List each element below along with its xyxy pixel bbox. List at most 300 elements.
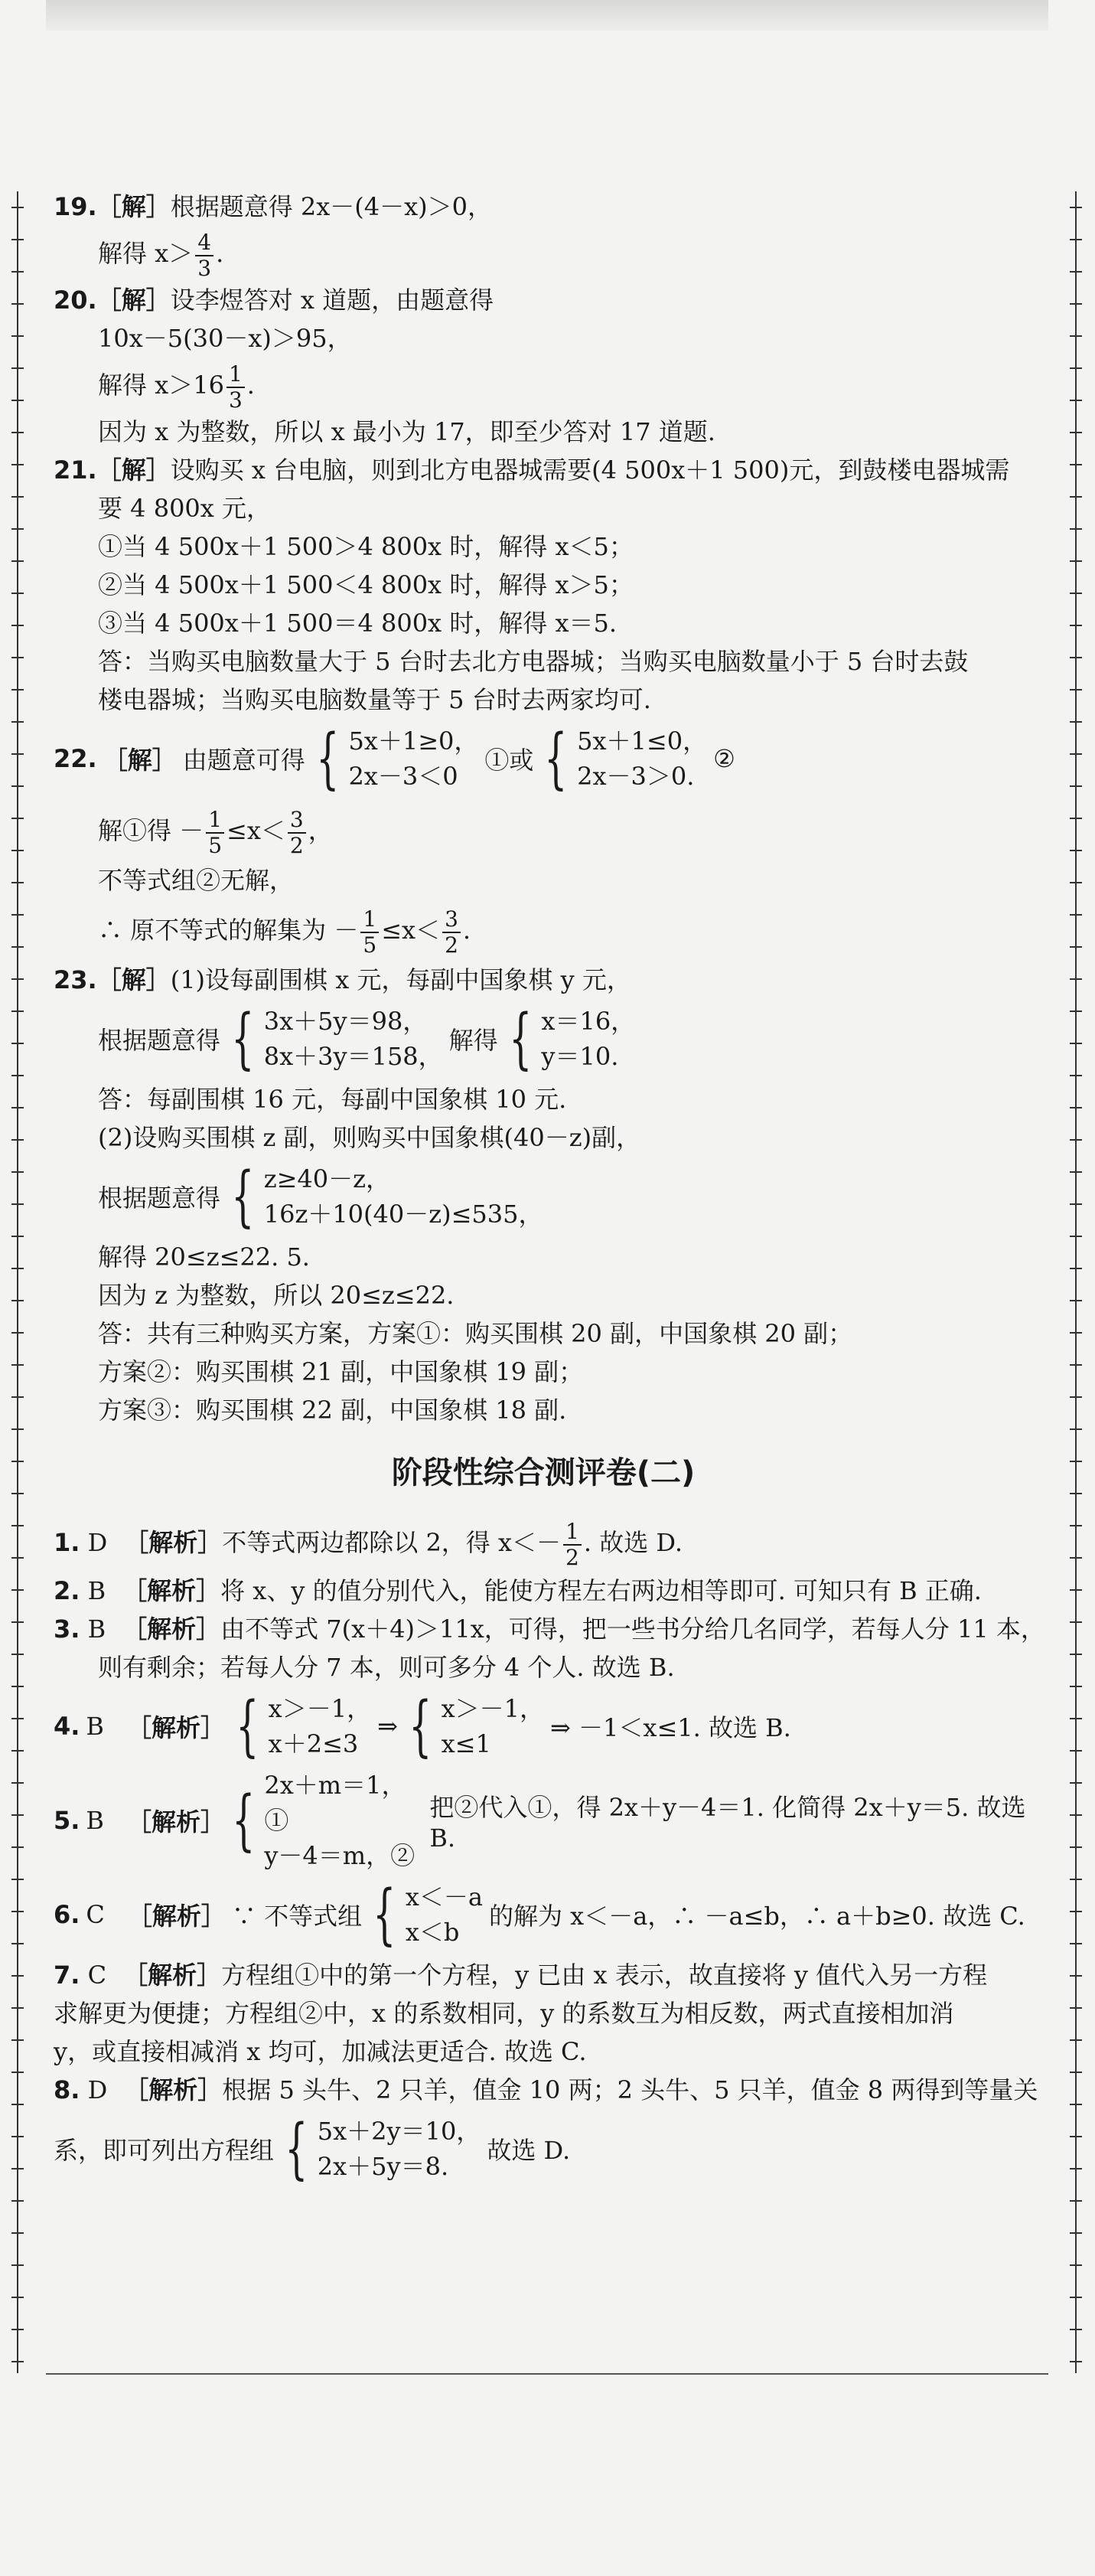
- margin-tick: [1070, 1750, 1082, 1752]
- solution-tag: ［解］: [96, 286, 171, 315]
- left-margin-rule: [17, 191, 18, 2373]
- margin-tick: [11, 1043, 24, 1044]
- analysis-tag: ［解析］: [122, 1576, 221, 1605]
- system-line: 2x－3＞0.: [577, 762, 695, 791]
- punct: .: [216, 239, 224, 268]
- margin-tick: [1070, 2361, 1082, 2362]
- denominator: 2: [445, 932, 458, 958]
- margin-tick: [1070, 464, 1082, 465]
- margin-tick: [1070, 1300, 1082, 1301]
- margin-tick: [11, 2039, 24, 2041]
- margin-tick: [1070, 303, 1082, 305]
- margin-tick: [11, 1750, 24, 1752]
- margin-tick: [11, 335, 24, 337]
- margin-tick: [1070, 2297, 1082, 2298]
- margin-tick: [1070, 400, 1082, 401]
- system-line: x＜b: [405, 1918, 460, 1947]
- problem-number: 23.: [54, 965, 97, 994]
- problem-number: 21.: [54, 455, 97, 485]
- numerator: 1: [206, 808, 224, 834]
- margin-tick: [11, 1236, 24, 1237]
- margin-tick: [1070, 1525, 1082, 1526]
- margin-tick: [1070, 1493, 1082, 1494]
- left-brace: {: [231, 1001, 255, 1077]
- margin-tick: [1070, 1975, 1082, 1977]
- analysis-tag: ［解析］: [122, 1614, 221, 1644]
- margin-tick: [1070, 496, 1082, 498]
- implies-arrow: ⇒: [377, 1712, 398, 1741]
- margin-tick: [1070, 1654, 1082, 1655]
- margin-tick: [11, 978, 24, 980]
- equation-system: [541, 1004, 635, 1074]
- margin-tick: [11, 818, 24, 819]
- left-brace: {: [544, 720, 568, 797]
- margin-tick: [1070, 721, 1082, 723]
- margin-tick: [1070, 625, 1082, 626]
- margin-tick: [11, 1332, 24, 1334]
- system-line: x＞－1，: [268, 1694, 372, 1723]
- margin-tick: [1070, 818, 1082, 819]
- left-brace: {: [285, 2111, 308, 2187]
- analysis-text: 将 x、y 的值分别代入，能使方程左右两边相等即可. 可知只有 B 正确.: [220, 1576, 982, 1605]
- margin-tick: [11, 2200, 24, 2202]
- system-line: 2x＋5y＝8.: [317, 2152, 449, 2181]
- solution-tag: ［解］: [96, 455, 171, 485]
- margin-tick: [1070, 1203, 1082, 1205]
- solution-line: ③当 4 500x＋1 500＝4 800x 时，解得 x＝5.: [98, 609, 618, 638]
- problem-23: [54, 961, 1033, 1429]
- margin-tick: [11, 721, 24, 723]
- margin-tick: [1070, 1621, 1082, 1623]
- question-4: [54, 1688, 1033, 1765]
- scan-top-band: [46, 0, 1048, 31]
- margin-tick: [1070, 1171, 1082, 1173]
- solution-line: 解得 20≤z≤22. 5.: [98, 1242, 310, 1272]
- left-brace: {: [236, 1688, 259, 1765]
- analysis-text: 系，即可列出方程组: [54, 2136, 275, 2165]
- equation-system: [264, 1768, 423, 1873]
- solution-tag: ［解］: [103, 746, 177, 775]
- analysis-text: ⇒ －1＜x≤1. 故选 B.: [550, 1713, 791, 1742]
- margin-tick: [1070, 978, 1082, 980]
- analysis-tag: ［解析］: [126, 1713, 225, 1742]
- solution-text: ②: [713, 744, 735, 773]
- margin-tick: [1070, 2200, 1082, 2202]
- solution-line: 设购买 x 台电脑，则到北方电器城需要(4 500x＋1 500)元，到鼓楼电器城需: [170, 455, 1010, 485]
- margin-tick: [11, 1203, 24, 1205]
- question-2: [54, 1572, 1033, 1610]
- solution-line: 因为 x 为整数，所以 x 最小为 17，即至少答对 17 道题.: [98, 417, 715, 446]
- margin-tick: [11, 1782, 24, 1784]
- system-line: x＜－a: [405, 1882, 483, 1912]
- margin-tick: [11, 593, 24, 594]
- margin-tick: [11, 753, 24, 755]
- margin-tick: [11, 271, 24, 273]
- denominator: 3: [228, 387, 243, 413]
- solution-line: 解得 x＞: [98, 239, 194, 268]
- margin-tick: [11, 2007, 24, 2009]
- margin-tick: [1070, 2264, 1082, 2266]
- question-number: 1.: [54, 1528, 80, 1557]
- analysis-tag: ［解析］: [123, 1961, 222, 1990]
- margin-tick: [1070, 2168, 1082, 2170]
- margin-tick: [11, 528, 24, 530]
- solution-text: 由题意可得: [182, 746, 305, 775]
- system-line: x≤1: [441, 1729, 491, 1758]
- fraction: [195, 230, 213, 281]
- margin-tick: [11, 496, 24, 498]
- question-number: 8.: [54, 2075, 80, 2104]
- system-line: x＞－1，: [441, 1694, 545, 1723]
- analysis-text: 把②代入①，得 2x＋y－4＝1. 化简得 2x＋y＝5. 故选 B.: [429, 1793, 1026, 1853]
- margin-tick: [1070, 2232, 1082, 2234]
- denominator: 3: [197, 255, 212, 281]
- denominator: 2: [565, 1544, 579, 1570]
- analysis-tag: ［解析］: [124, 2075, 223, 2104]
- solution-text: 根据题意得: [98, 1184, 221, 1213]
- answer-choice: C: [86, 1900, 105, 1929]
- bottom-rule: [46, 2373, 1048, 2375]
- equation-system: [264, 1004, 443, 1074]
- solution-text: ①或: [484, 746, 534, 775]
- equation-system: [577, 723, 707, 794]
- margin-tick: [1070, 1782, 1082, 1784]
- margin-tick: [11, 2329, 24, 2330]
- margin-tick: [1070, 528, 1082, 530]
- margin-tick: [11, 432, 24, 433]
- solution-line: ①当 4 500x＋1 500＞4 800x 时，解得 x＜5；: [98, 532, 634, 561]
- solution-line: ②当 4 500x＋1 500＜4 800x 时，解得 x＞5；: [98, 570, 634, 599]
- solution-text: 解得: [448, 1026, 498, 1055]
- question-number: 4.: [54, 1712, 80, 1741]
- solution-line: 要 4 800x 元，: [98, 494, 272, 523]
- system-line: 2x＋m＝1，①: [264, 1771, 406, 1835]
- solution-text: ≤x＜: [226, 816, 285, 845]
- left-brace: {: [409, 1688, 432, 1765]
- left-brace: {: [373, 1876, 396, 1953]
- denominator: 5: [208, 832, 223, 858]
- answer-choice: B: [87, 1576, 106, 1605]
- margin-tick: [1070, 367, 1082, 369]
- margin-tick: [1070, 2136, 1082, 2137]
- punct: .: [246, 371, 255, 400]
- denominator: 2: [289, 832, 304, 858]
- margin-tick: [1070, 946, 1082, 948]
- left-brace: {: [508, 1001, 533, 1077]
- analysis-text: 根据 5 头牛、2 只羊，值金 10 两；2 头牛、5 只羊，值金 8 两得到等量关: [222, 2075, 1038, 2104]
- margin-tick: [11, 1493, 24, 1494]
- solution-line: 楼电器城；当购买电脑数量等于 5 台时去两家均可.: [98, 685, 651, 714]
- problem-21: [54, 451, 1033, 719]
- margin-tick: [11, 1396, 24, 1398]
- section-title: 阶段性综合测评卷(二): [391, 1455, 696, 1490]
- punct: ，: [308, 816, 333, 845]
- question-3: [54, 1610, 1045, 1648]
- margin-tick: [1070, 335, 1082, 337]
- margin-tick: [1070, 1911, 1082, 1912]
- margin-tick: [11, 1718, 24, 1719]
- margin-tick: [1070, 657, 1082, 658]
- margin-tick: [11, 1075, 24, 1076]
- margin-tick: [11, 1686, 24, 1687]
- margin-tick: [11, 1461, 24, 1462]
- margin-tick: [1070, 207, 1082, 208]
- analysis-tag: ［解析］: [124, 1528, 223, 1557]
- margin-tick: [1070, 2007, 1082, 2009]
- margin-tick: [11, 464, 24, 465]
- margin-tick: [1070, 1075, 1082, 1076]
- analysis-tag: ［解析］: [126, 1807, 225, 1837]
- analysis-tag: ［解析］: [127, 1902, 226, 1931]
- margin-tick: [1070, 1846, 1082, 1848]
- margin-tick: [11, 1525, 24, 1526]
- margin-tick: [1070, 2329, 1082, 2330]
- margin-tick: [1070, 432, 1082, 433]
- margin-tick: [11, 1171, 24, 1173]
- answer-choice: B: [87, 1614, 106, 1644]
- system-line: y－4＝m，②: [264, 1841, 416, 1870]
- numerator: 4: [195, 230, 213, 256]
- margin-tick: [11, 1589, 24, 1591]
- margin-tick: [11, 657, 24, 658]
- margin-tick: [1070, 2039, 1082, 2041]
- solution-line: 方案③：购买围棋 22 副，中国象棋 18 副.: [98, 1396, 567, 1425]
- fraction: [442, 907, 461, 958]
- margin-tick: [11, 1975, 24, 1977]
- fraction: [288, 808, 306, 858]
- margin-tick: [11, 560, 24, 562]
- question-5: [54, 1768, 1033, 1873]
- left-brace: {: [316, 720, 340, 797]
- margin-tick: [11, 1943, 24, 1944]
- analysis-text: 方程组①中的第一个方程，y 已由 x 表示，故直接将 y 值代入另一方程: [221, 1961, 988, 1990]
- system-line: 3x＋5y＝98，: [263, 1007, 428, 1036]
- question-8-system: [54, 2111, 1033, 2187]
- question-8: [54, 2071, 1038, 2109]
- numerator: 1: [563, 1520, 582, 1546]
- margin-tick: [1070, 1943, 1082, 1944]
- problem-22: [54, 720, 1033, 961]
- answer-choice: D: [87, 1528, 108, 1557]
- margin-tick: [11, 1107, 24, 1108]
- solution-line: 方案②：购买围棋 21 副，中国象棋 19 副；: [98, 1357, 584, 1386]
- analysis-text: 不等式两边都除以 2，得 x＜－: [222, 1528, 562, 1557]
- margin-tick: [11, 2168, 24, 2170]
- margin-tick: [11, 239, 24, 240]
- inequality-system: [442, 1691, 544, 1761]
- margin-tick: [11, 367, 24, 369]
- margin-tick: [1070, 785, 1082, 787]
- solution-line: 因为 z 为整数，所以 20≤z≤22.: [98, 1281, 455, 1310]
- margin-tick: [1070, 239, 1082, 240]
- margin-tick: [11, 1557, 24, 1559]
- margin-tick: [11, 2104, 24, 2105]
- problem-number: 20.: [54, 286, 97, 315]
- margin-tick: [11, 882, 24, 883]
- question-number: 2.: [54, 1576, 80, 1605]
- margin-tick: [11, 1621, 24, 1623]
- inequality-system: [264, 1161, 543, 1232]
- analysis-line: y，或直接相减消 x 均可，加减法更适合. 故选 C.: [54, 2037, 587, 2066]
- margin-tick: [11, 1010, 24, 1012]
- system-line: 2x－3＜0: [348, 762, 458, 791]
- punct: .: [462, 916, 471, 945]
- margin-tick: [1070, 1428, 1082, 1430]
- margin-tick: [11, 785, 24, 787]
- margin-tick: [1070, 1461, 1082, 1462]
- margin-tick: [11, 1300, 24, 1301]
- margin-tick: [11, 1814, 24, 1816]
- solution-line: 设李煜答对 x 道题，由题意得: [170, 286, 494, 315]
- solution-tag: ［解］: [96, 192, 171, 221]
- solution-tag: ［解］: [96, 965, 171, 994]
- system-line: 8x＋3y＝158，: [263, 1042, 443, 1071]
- margin-tick: [1070, 1139, 1082, 1141]
- problem-20: [54, 281, 1033, 451]
- margin-tick: [1070, 2104, 1082, 2105]
- margin-tick: [11, 850, 24, 851]
- margin-tick: [1070, 1010, 1082, 1012]
- margin-tick: [11, 1268, 24, 1269]
- margin-tick: [1070, 882, 1082, 883]
- margin-tick: [1070, 1236, 1082, 1237]
- margin-tick: [11, 2232, 24, 2234]
- question-number: 6.: [54, 1900, 80, 1929]
- margin-tick: [11, 1428, 24, 1430]
- solution-line: 不等式组②无解，: [98, 866, 295, 895]
- margin-tick: [11, 400, 24, 401]
- margin-tick: [11, 1879, 24, 1880]
- margin-tick: [1070, 1686, 1082, 1687]
- margin-tick: [11, 1654, 24, 1655]
- fraction: [563, 1520, 582, 1570]
- numerator: 1: [360, 907, 379, 933]
- margin-tick: [11, 2361, 24, 2362]
- analysis-text: 由不等式 7(x＋4)＞11x，可得，把一些书分给几名同学，若每人分 11 本，: [220, 1614, 1045, 1644]
- system-line: 5x＋1≥0，: [348, 726, 479, 756]
- system-line: x＋2≤3: [268, 1729, 359, 1758]
- solution-line: 答：共有三种购买方案，方案①：购买围棋 20 副，中国象棋 20 副；: [98, 1319, 853, 1348]
- margin-tick: [1070, 271, 1082, 273]
- margin-tick: [1070, 1396, 1082, 1398]
- solution-line: 答：每副围棋 16 元，每副中国象棋 10 元.: [98, 1085, 567, 1114]
- margin-tick: [1070, 1718, 1082, 1719]
- numerator: 3: [288, 808, 306, 834]
- answer-choice: B: [86, 1712, 104, 1741]
- system-line: z≥40－z，: [263, 1164, 390, 1193]
- margin-tick: [1070, 1879, 1082, 1880]
- margin-tick: [11, 1911, 24, 1912]
- equation-system: [348, 723, 478, 794]
- margin-tick: [1070, 1043, 1082, 1044]
- margin-tick: [1070, 753, 1082, 755]
- left-brace: {: [231, 1158, 255, 1235]
- margin-tick: [11, 303, 24, 305]
- numerator: 3: [442, 907, 461, 933]
- margin-tick: [11, 946, 24, 948]
- equation-system: [318, 2114, 481, 2184]
- analysis-text: 故选 D.: [487, 2136, 571, 2165]
- denominator: 5: [363, 932, 377, 958]
- margin-tick: [11, 2264, 24, 2266]
- answer-choice: D: [87, 2075, 108, 2104]
- margin-tick: [1070, 2072, 1082, 2073]
- margin-tick: [11, 1364, 24, 1366]
- margin-tick: [11, 914, 24, 916]
- question-number: 5.: [54, 1806, 80, 1835]
- analysis-line: 求解更为便捷；方程组②中，x 的系数相同，y 的系数互为相反数，两式直接相加消: [54, 1999, 954, 2028]
- margin-tick: [1070, 593, 1082, 594]
- analysis-line: 则有剩余；若每人分 7 本，则可多分 4 个人. 故选 B.: [98, 1653, 675, 1682]
- margin-tick: [1070, 1814, 1082, 1816]
- system-line: x＝16，: [541, 1007, 636, 1036]
- solution-text: ≤x＜: [381, 916, 441, 945]
- solution-line: ∴ 原不等式的解集为 －: [98, 916, 359, 945]
- system-line: y＝10.: [541, 1042, 619, 1071]
- question-number: 3.: [54, 1614, 80, 1644]
- margin-tick: [1070, 1268, 1082, 1269]
- fraction: [206, 808, 224, 858]
- margin-tick: [1070, 689, 1082, 691]
- solution-line: 10x－5(30－x)＞95，: [98, 324, 352, 353]
- margin-tick: [11, 207, 24, 208]
- answer-choice: C: [87, 1961, 107, 1990]
- margin-tick: [11, 689, 24, 691]
- solution-line: 解①得 －: [98, 816, 204, 845]
- inequality-system: [406, 1879, 483, 1950]
- margin-tick: [1070, 1557, 1082, 1559]
- inequality-system: [269, 1691, 371, 1761]
- problem-number: 19.: [54, 192, 97, 221]
- margin-tick: [11, 2136, 24, 2137]
- solution-line: (1)设每副围棋 x 元，每副中国象棋 y 元，: [170, 965, 631, 994]
- margin-tick: [1070, 1107, 1082, 1108]
- analysis-text: 的解为 x＜－a，∴ －a≤b，∴ a＋b≥0. 故选 C.: [488, 1902, 1025, 1931]
- system-line: 16z＋10(40－z)≤535，: [263, 1200, 543, 1229]
- analysis-text: ∵ 不等式组: [231, 1902, 363, 1931]
- margin-tick: [1070, 560, 1082, 562]
- analysis-text: . 故选 D.: [583, 1528, 683, 1557]
- solution-line: 解得 x＞16: [98, 371, 224, 400]
- solution-text: 根据题意得: [98, 1026, 221, 1055]
- right-margin-rule: [1075, 191, 1077, 2373]
- problem-19: [54, 188, 1033, 281]
- margin-tick: [11, 1846, 24, 1848]
- question-6: [54, 1876, 1033, 1953]
- margin-tick: [11, 625, 24, 626]
- page-content: [54, 188, 1045, 2190]
- fraction: [360, 907, 379, 958]
- fraction: [226, 362, 245, 413]
- margin-tick: [11, 2297, 24, 2298]
- margin-tick: [1070, 1332, 1082, 1334]
- margin-tick: [11, 2072, 24, 2073]
- margin-tick: [11, 1139, 24, 1141]
- left-brace: {: [231, 1782, 256, 1859]
- question-number: 7.: [54, 1961, 80, 1990]
- margin-tick: [1070, 1364, 1082, 1366]
- question-1: [54, 1513, 1033, 1572]
- system-line: 5x＋2y＝10，: [317, 2117, 481, 2146]
- solution-line: (2)设购买围棋 z 副，则购买中国象棋(40－z)副，: [98, 1123, 641, 1152]
- system-line: 5x＋1≤0，: [577, 726, 708, 756]
- answer-choice: B: [86, 1806, 104, 1835]
- problem-number: 22.: [54, 744, 97, 773]
- solution-line: 根据题意得 2x－(4－x)＞0，: [170, 192, 493, 221]
- margin-tick: [1070, 850, 1082, 851]
- margin-tick: [1070, 914, 1082, 916]
- numerator: 1: [226, 362, 245, 388]
